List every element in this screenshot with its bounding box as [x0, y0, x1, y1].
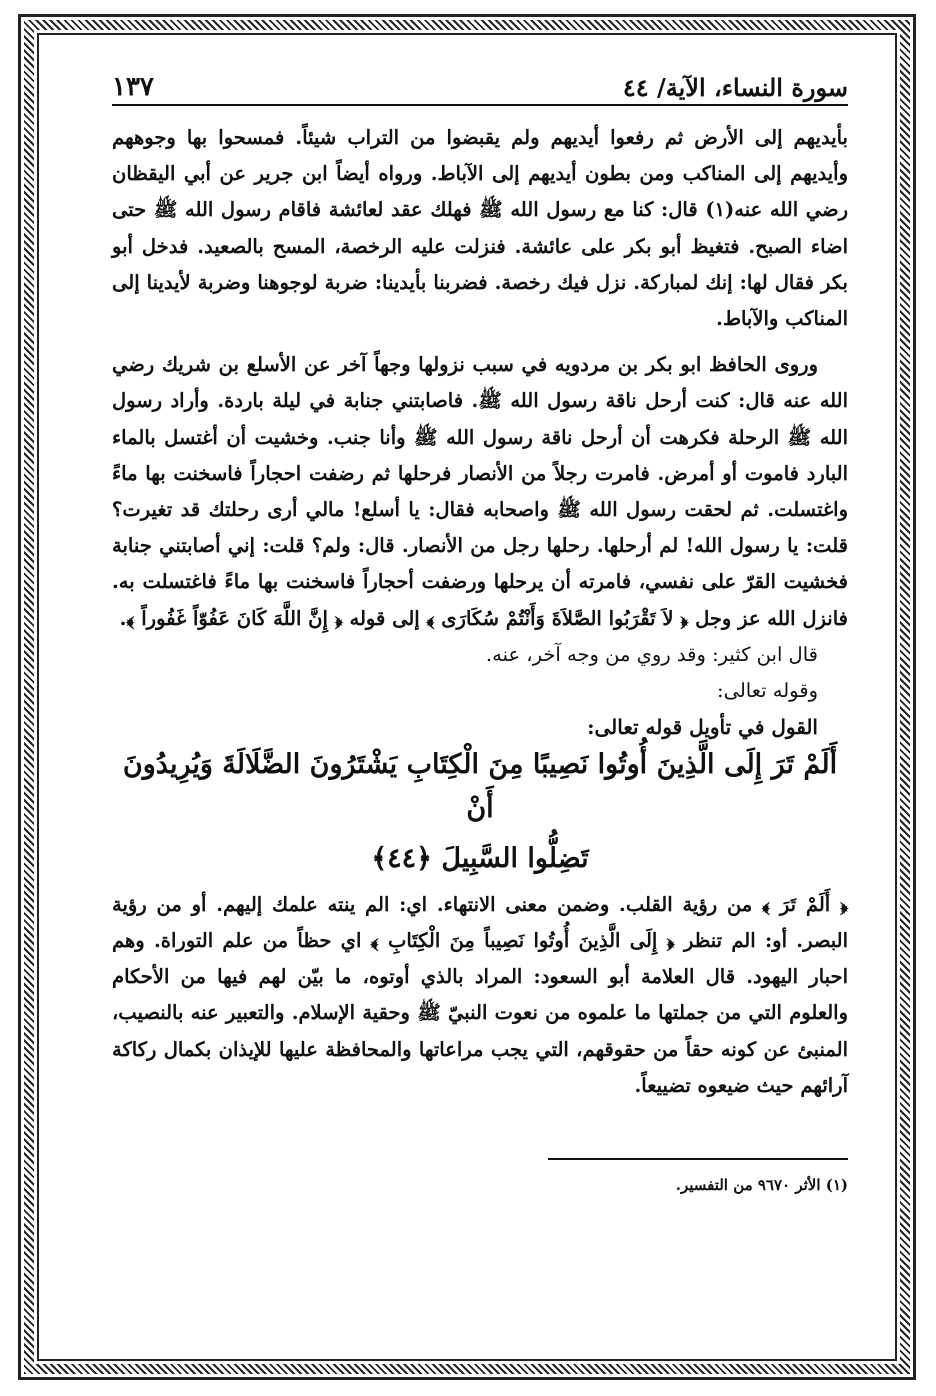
- header-title: سورة النساء، الآية/ ٤٤: [622, 73, 848, 102]
- running-header: [112, 62, 848, 102]
- quran-verse-line-1: أَلَمْ تَرَ إِلَى الَّذِينَ أُوتُوا نَصِيبًا مِنَ الْكِتَابِ يَشْتَرُونَ الضَّلَالَةَ وَيُرِيدُونَ أَنْ: [122, 748, 838, 824]
- paragraph-ibn-kathir: قال ابن كثير: وقد روي من وجه آخر، عنه.: [485, 642, 818, 666]
- footnote: (١) الأثر ٩٦٧٠ من التفسير.: [675, 1176, 848, 1195]
- paragraph-1: بأيديهم إلى الأرض ثم رفعوا أيديهم ولم يقبضوا من التراب شيئاً. فمسحوا بها وجوههم وأيديهم إلى المناكب ومن بطون أيديهم إلى الآباط. ورواه أيضاً ابن جرير عن أبي اليقظان رضي الله عنه(١) قال: كنا مع رسول الله ﷺ فهلك عقد لعائشة فاقام رسول الله ﷺ حتى اضاء الصبح. فتغيظ أبو بكر على عائشة. فنزلت عليه الرخصة، المسح بالصعيد. فدخل أبو بكر فقال لها: إنك لمباركة. نزل فيك رخصة. فضربنا بأيدينا: ضربة لوجوهنا وضربة لأيدينا إلى المناكب والآباط.: [112, 126, 848, 331]
- page-number: ١٣٧: [112, 72, 154, 102]
- footnote-rule: [548, 1158, 848, 1160]
- paragraph-2: وروى الحافظ ابو بكر بن مردويه في سبب نزولها وجهاً آخر عن الأسلع بن شريك رضي الله عنه قال: كنت أرحل ناقة رسول الله ﷺ. فاصابتني جنابة في ليلة باردة. وأراد رسول الله ﷺ الرحلة فكرهت أن أرحل ناقة رسول الله ﷺ وأنا جنب. وخشيت أن أغتسل بالماء البارد فاموت أو أمرض. فامرت رجلاً من الأنصار فرحلها ثم رضفت احجاراً فاسخنت بها ماءً واغتسلت. ثم لحقت رسول الله ﷺ واصحابه فقال: يا أسلع! مالي أرى رحلتك قد تغيرت؟ قلت: يا رسول الله! لم أرحلها. رحلها رجل من الأنصار. قال: ولم؟ قلت: إني أصابتني جنابة فخشيت القرّ على نفسي، فامرته أن يرحلها ورضفت أحجاراً فاسخنت بها ماءً فاغتسلت به. فانزل الله عز وجل ﴿ لاَ تَقْرَبُوا الصَّلاَةَ وَأَنْتُمْ سُكَارَى ﴾ إلى قوله ﴿ إِنَّ اللَّهَ كَانَ عَفُوّاً غَفُوراً ﴾.: [112, 353, 848, 630]
- quran-verse-line-2: تَضِلُّوا السَّبِيلَ ﴿٤٤﴾: [371, 842, 589, 874]
- paragraph-commentary: ﴿ أَلَمْ تَرَ ﴾ من رؤية القلب. وضمن معنى الانتهاء. اي: الم ينته علمك إليهم. أو من رؤية البصر. أو: الم تنظر ﴿ إِلَى الَّذِينَ أُوتُوا نَصِيباً مِنَ الْكِتَابِ ﴾ اي حظاً من علم التوراة. وهم احبار اليهود. قال العلامة أبو السعود: المراد بالذي أوتوه، ما بيّن لهم فيها من الأحكام والعلوم التي من جملتها ما علموه من نعوت النبيّ ﷺ وحقية الإسلام. والتعبير عنه بالنصيب، المنبئ عن كونه حقاً من حقوقهم، التي يجب مراعاتها والمحافظة عليها للإيذان بكمال ركاكة آرائهم حيث ضيعوه تضييعاً.: [112, 892, 848, 1097]
- header-rule: [112, 104, 848, 106]
- section-heading: القول في تأويل قوله تعالى:: [587, 714, 818, 739]
- page-content: [112, 62, 848, 1194]
- paragraph-qawluhu: وقوله تعالى:: [717, 678, 818, 702]
